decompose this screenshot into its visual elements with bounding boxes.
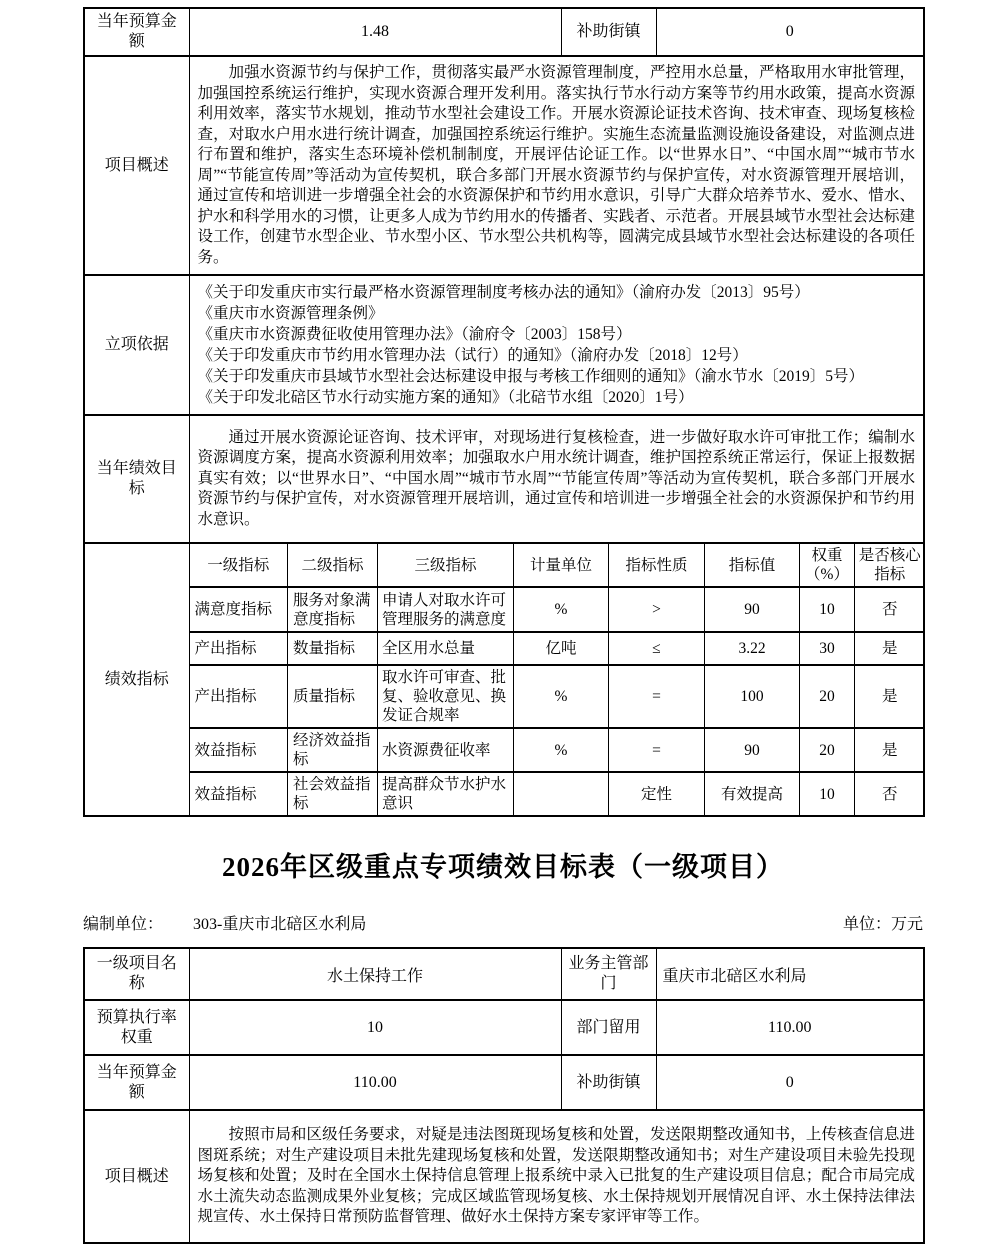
basis-item: 《重庆市水资源管理条例》 bbox=[197, 305, 384, 322]
street-subsidy-value-2: 0 bbox=[656, 1055, 924, 1110]
prepared-by-value: 303-重庆市北碚区水利局 bbox=[193, 916, 367, 933]
project-table-upper bbox=[83, 7, 925, 817]
indicator-cell: 10 bbox=[800, 772, 855, 815]
project-overview-label: 项目概述 bbox=[84, 56, 189, 275]
indicator-cell: ≤ bbox=[609, 632, 705, 665]
street-subsidy-label-2: 补助街镇 bbox=[561, 1055, 656, 1110]
indicator-cell: 满意度指标 bbox=[190, 587, 288, 632]
dept-retained-value: 110.00 bbox=[656, 1000, 924, 1055]
table-row bbox=[84, 948, 924, 1000]
indicator-cell: 是 bbox=[855, 632, 925, 665]
indicator-row bbox=[190, 772, 925, 815]
meta-line bbox=[83, 911, 923, 934]
budget-amount-value-2: 110.00 bbox=[189, 1055, 561, 1110]
project-name-label: 一级项目名称 bbox=[84, 948, 189, 1000]
budget-amount-label: 当年预算金额 bbox=[84, 8, 189, 56]
indicator-cell: 20 bbox=[800, 665, 855, 728]
indicator-cell: 全区用水总量 bbox=[378, 632, 514, 665]
header-weight: 权重（%） bbox=[800, 544, 855, 587]
header-value: 指标值 bbox=[705, 544, 800, 587]
indicator-cell: 产出指标 bbox=[190, 632, 288, 665]
header-level2: 二级指标 bbox=[288, 544, 378, 587]
table-row bbox=[84, 275, 924, 415]
table-row bbox=[84, 56, 924, 275]
indicator-cell: 是 bbox=[855, 665, 925, 728]
indicator-cell: % bbox=[514, 665, 609, 728]
basis-item: 《关于印发重庆市县域节水型社会达标建设申报与考核工作细则的通知》（渝水节水〔2019〕5号） bbox=[197, 368, 865, 385]
indicator-row bbox=[190, 587, 925, 632]
page-title: 2026年区级重点专项绩效目标表（一级项目） bbox=[222, 852, 784, 882]
indicator-cell: 效益指标 bbox=[190, 728, 288, 772]
indicator-cell: % bbox=[514, 587, 609, 632]
indicator-cell: 否 bbox=[855, 587, 925, 632]
table-row bbox=[84, 543, 924, 816]
indicator-row bbox=[190, 665, 925, 728]
indicator-cell: 水资源费征收率 bbox=[378, 728, 514, 772]
table-row bbox=[84, 1055, 924, 1110]
budget-amount-label-2: 当年预算金额 bbox=[84, 1055, 189, 1110]
indicator-cell: 3.22 bbox=[705, 632, 800, 665]
table-row bbox=[84, 1000, 924, 1055]
indicator-cell: = bbox=[609, 665, 705, 728]
annual-goal-label: 当年绩效目标 bbox=[84, 415, 189, 543]
indicator-cell: 提高群众节水护水意识 bbox=[378, 772, 514, 815]
indicator-cell: 产出指标 bbox=[190, 665, 288, 728]
indicator-cell: 90 bbox=[705, 728, 800, 772]
project-overview-cell-2 bbox=[189, 1110, 924, 1243]
header-unit: 计量单位 bbox=[514, 544, 609, 587]
table-row bbox=[84, 415, 924, 543]
indicator-cell: 质量指标 bbox=[288, 665, 378, 728]
indicator-cell: 申请人对取水许可管理服务的满意度 bbox=[378, 587, 514, 632]
indicators-label: 绩效指标 bbox=[84, 543, 189, 816]
competent-dept-value: 重庆市北碚区水利局 bbox=[656, 948, 924, 1000]
project-overview-text-2: 按照市局和区级任务要求，对疑是违法图斑现场复核和处置，发送限期整改通知书，上传核查信息进图斑系统；对生产建设项目未批先建现场复核和处置，发送限期整改通知书；对生产建设项目未验先投现场复核和处置；及时在全国水土保持信息管理上报系统中录入已批复的生产建设项目信息；配合市局完成水土流失动态监测成果外业复核；完成区域监管现场复核、水土保持规划开展情况自评、水土保持法律法规宣传、水土保持日常预防监督管理、做好水土保持方案专家评审等工作。 bbox=[197, 1126, 915, 1226]
project-overview-cell bbox=[189, 56, 924, 275]
indicator-cell: 是 bbox=[855, 728, 925, 772]
budget-amount-value: 1.48 bbox=[189, 8, 561, 56]
project-basis-label: 立项依据 bbox=[84, 275, 189, 415]
indicator-cell: 服务对象满意度指标 bbox=[288, 587, 378, 632]
indicator-cell: 30 bbox=[800, 632, 855, 665]
indicator-cell: 90 bbox=[705, 587, 800, 632]
indicators-header-row bbox=[190, 544, 925, 587]
dept-retained-label: 部门留用 bbox=[561, 1000, 656, 1055]
project-name-value: 水土保持工作 bbox=[189, 948, 561, 1000]
project-basis-cell bbox=[189, 275, 924, 415]
document-body bbox=[83, 7, 923, 1244]
indicator-cell bbox=[514, 772, 609, 815]
indicators-cell bbox=[189, 543, 924, 816]
annual-goal-cell bbox=[189, 415, 924, 543]
indicator-cell: > bbox=[609, 587, 705, 632]
indicator-cell: 100 bbox=[705, 665, 800, 728]
indicator-cell: = bbox=[609, 728, 705, 772]
indicator-row bbox=[190, 728, 925, 772]
header-level3: 三级指标 bbox=[378, 544, 514, 587]
execution-weight-value: 10 bbox=[189, 1000, 561, 1055]
annual-goal-text: 通过开展水资源论证咨询、技术评审，对现场进行复核检查，进一步做好取水许可审批工作；编制水资源调度方案，提高水资源利用效率；加强取水户用水统计调查，维护国控系统正常运行，保证上报数据真实有效；以“世界水日”、“中国水周”“城市节水周”“节能宣传周”等活动为宣传契机，联合多部门开展水资源节约与保护宣传，对水资源管理开展培训，通过宣传和培训进一步增强全社会的水资源保护和节约用水意识。 bbox=[197, 428, 915, 528]
indicator-cell: 20 bbox=[800, 728, 855, 772]
header-nature: 指标性质 bbox=[609, 544, 705, 587]
basis-item: 《关于印发北碚区节水行动实施方案的通知》（北碚节水组〔2020〕1号） bbox=[197, 389, 694, 406]
indicator-cell: 效益指标 bbox=[190, 772, 288, 815]
basis-item: 《关于印发重庆市实行最严格水资源管理制度考核办法的通知》（渝府办发〔2013〕95号） bbox=[197, 284, 810, 301]
project-table-lower bbox=[83, 947, 925, 1244]
indicator-cell: 经济效益指标 bbox=[288, 728, 378, 772]
indicator-cell: 有效提高 bbox=[705, 772, 800, 815]
prepared-by-label: 编制单位： bbox=[83, 916, 164, 933]
basis-item: 《关于印发重庆市节约用水管理办法（试行）的通知》（渝府办发〔2018〕12号） bbox=[197, 347, 748, 364]
indicator-cell: 取水许可审查、批复、验收意见、换发证合规率 bbox=[378, 665, 514, 728]
indicator-cell: 10 bbox=[800, 587, 855, 632]
indicator-cell: 否 bbox=[855, 772, 925, 815]
table-row bbox=[84, 8, 924, 56]
indicator-row bbox=[190, 632, 925, 665]
indicator-cell: 社会效益指标 bbox=[288, 772, 378, 815]
indicators-table bbox=[190, 544, 925, 815]
street-subsidy-label: 补助街镇 bbox=[561, 8, 656, 56]
project-overview-label-2: 项目概述 bbox=[84, 1110, 189, 1243]
project-overview-text: 加强水资源节约与保护工作，贯彻落实最严水资源管理制度，严控用水总量，严格取用水审批管理，加强国控系统运行维护，实现水资源合理开发利用。落实执行节水行动方案等节约用水政策，提高水资源利用效率，落实节水规划，推动节水型社会建设工作。开展水资源论证技术咨询、技术审查、现场复核检查，对取水户用水进行统计调查，加强国控系统运行维护。实施生态流量监测设施设备建设，对监测点进行布置和维护，落实生态环境补偿机制制度，开展评估论证工作。以“世界水日”、“中国水周”“城市节水周”“节能宣传周”等活动为宣传契机，联合多部门开展水资源节约与保护宣传，对水资源管理开展培训，通过宣传和培训进一步增强全社会的水资源保护和节约用水意识，引导广大群众培养节水、爱水、惜水、护水和科学用水的习惯，让更多人成为节约用水的传播者、实践者、示范者。开展县域节水型社会达标建设工作，创建节水型企业、节水型小区、节水型公共机构等，圆满完成县域节水型社会达标建设的各项任务。 bbox=[197, 64, 915, 266]
basis-item: 《重庆市水资源费征收使用管理办法》（渝府令〔2003〕158号） bbox=[197, 326, 632, 343]
indicator-cell: % bbox=[514, 728, 609, 772]
indicator-cell: 数量指标 bbox=[288, 632, 378, 665]
unit-note: 单位：万元 bbox=[842, 916, 923, 933]
header-level1: 一级指标 bbox=[190, 544, 288, 587]
street-subsidy-value: 0 bbox=[656, 8, 924, 56]
indicator-cell: 定性 bbox=[609, 772, 705, 815]
execution-weight-label: 预算执行率权重 bbox=[84, 1000, 189, 1055]
header-core: 是否核心指标 bbox=[855, 544, 925, 587]
table-row bbox=[84, 1110, 924, 1243]
prepared-by bbox=[83, 911, 366, 934]
indicator-cell: 亿吨 bbox=[514, 632, 609, 665]
document-page bbox=[0, 7, 1000, 1226]
competent-dept-label: 业务主管部门 bbox=[561, 948, 656, 1000]
